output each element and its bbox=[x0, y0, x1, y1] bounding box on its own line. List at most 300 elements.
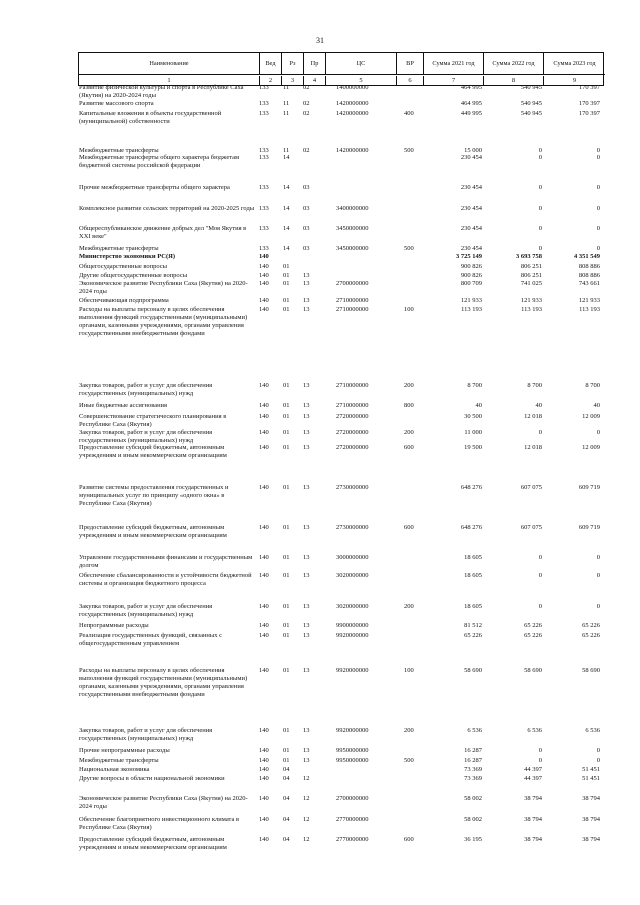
cell-s2023: 0 bbox=[596, 757, 600, 764]
cell-cs: 1400000000 bbox=[336, 84, 369, 91]
cell-s2022: 0 bbox=[538, 429, 542, 436]
cell-s2022: 607 075 bbox=[520, 484, 542, 491]
cell-ved: 133 bbox=[259, 100, 269, 107]
cell-vr: 500 bbox=[404, 245, 414, 252]
cell-s2022: 40 bbox=[535, 402, 542, 409]
cell-s2021: 36 195 bbox=[464, 836, 482, 843]
cell-rz: 14 bbox=[283, 154, 290, 161]
cell-ved: 133 bbox=[259, 245, 269, 252]
cell-ved: 140 bbox=[259, 402, 269, 409]
cell-rz: 01 bbox=[283, 727, 290, 734]
cell-rz: 11 bbox=[283, 100, 290, 107]
row-name: Экономическое развитие Республики Саха (Якутия) на 2020-2024 годы bbox=[79, 795, 248, 810]
row-name: Закупка товаров, работ и услуг для обеспечения государственных (муниципальных) нужд bbox=[79, 727, 213, 742]
cell-ved: 140 bbox=[259, 297, 269, 304]
cell-cs: 3000000000 bbox=[336, 554, 369, 561]
cell-rz: 04 bbox=[283, 766, 290, 773]
cell-ved: 140 bbox=[259, 727, 269, 734]
cell-s2023: 0 bbox=[596, 245, 600, 252]
cell-s2023: 0 bbox=[596, 603, 600, 610]
cell-cs: 2720000000 bbox=[336, 413, 369, 420]
cell-ved: 140 bbox=[259, 766, 269, 773]
cell-rz: 01 bbox=[283, 263, 290, 270]
cell-ved: 140 bbox=[259, 836, 269, 843]
cell-s2021: 648 276 bbox=[460, 524, 482, 531]
cell-pr: 13 bbox=[303, 272, 310, 279]
cell-pr: 13 bbox=[303, 444, 310, 451]
cell-cs: 2710000000 bbox=[336, 297, 369, 304]
cell-s2022: 607 075 bbox=[520, 524, 542, 531]
cell-s2023: 8 700 bbox=[585, 382, 600, 389]
col-header-cs: ЦС bbox=[326, 53, 397, 75]
cell-s2021: 19 500 bbox=[464, 444, 482, 451]
page-number: 31 bbox=[316, 36, 324, 45]
cell-s2022: 12 018 bbox=[524, 413, 542, 420]
cell-pr: 02 bbox=[303, 84, 310, 91]
row-name: Расходы на выплаты персоналу в целях обеспечения выполнения функций государственными (муниципальными) органами, казенными учреждениями, органами управления государственными внебюджетными фондами bbox=[79, 667, 248, 698]
cell-s2021: 800 709 bbox=[460, 280, 482, 287]
row-name: Реализация государственных функций, связанных с общегосударственным управлением bbox=[79, 632, 223, 647]
cell-s2023: 121 933 bbox=[578, 297, 600, 304]
cell-ved: 140 bbox=[259, 524, 269, 531]
cell-rz: 04 bbox=[283, 816, 290, 823]
cell-pr: 13 bbox=[303, 554, 310, 561]
row-name: Общереспубликанское движение добрых дел "Моя Якутия в XXI веке" bbox=[79, 225, 247, 240]
col-header-ved: Вед bbox=[260, 53, 282, 75]
cell-s2022: 38 794 bbox=[524, 795, 542, 802]
cell-s2023: 0 bbox=[596, 225, 600, 232]
cell-cs: 3020000000 bbox=[336, 603, 369, 610]
cell-s2022: 540 945 bbox=[520, 110, 542, 117]
row-name: Развитие физической культуры и спорта в Республике Саха (Якутия) на 2020-2024 годы bbox=[79, 84, 244, 99]
cell-rz: 01 bbox=[283, 632, 290, 639]
cell-s2022: 0 bbox=[538, 184, 542, 191]
cell-rz: 01 bbox=[283, 444, 290, 451]
row-name: Закупка товаров, работ и услуг для обеспечения государственных (муниципальных) нужд bbox=[79, 603, 213, 618]
cell-s2021: 230 454 bbox=[460, 205, 482, 212]
cell-s2021: 30 500 bbox=[464, 413, 482, 420]
cell-s2022: 65 226 bbox=[524, 632, 542, 639]
cell-rz: 01 bbox=[283, 429, 290, 436]
cell-s2022: 38 794 bbox=[524, 816, 542, 823]
cell-pr: 13 bbox=[303, 402, 310, 409]
cell-s2022: 0 bbox=[538, 225, 542, 232]
cell-s2022: 540 945 bbox=[520, 100, 542, 107]
cell-s2022: 806 251 bbox=[520, 263, 542, 270]
cell-s2023: 170 397 bbox=[578, 84, 600, 91]
cell-cs: 1420000000 bbox=[336, 100, 369, 107]
cell-vr: 600 bbox=[404, 524, 414, 531]
cell-s2023: 170 397 bbox=[578, 100, 600, 107]
cell-s2023: 0 bbox=[596, 205, 600, 212]
cell-s2021: 464 995 bbox=[460, 84, 482, 91]
cell-rz: 01 bbox=[283, 306, 290, 313]
row-name: Предоставление субсидий бюджетным, автономным учреждениям и иным некоммерческим организациям bbox=[79, 444, 227, 459]
row-name: Обеспечение сбалансированности и устойчивости бюджетной системы и организация бюджетного процесса bbox=[79, 572, 252, 587]
cell-s2023: 113 193 bbox=[579, 306, 600, 313]
cell-s2023: 170 397 bbox=[578, 110, 600, 117]
cell-ved: 140 bbox=[259, 667, 269, 674]
cell-rz: 01 bbox=[283, 622, 290, 629]
cell-s2023: 609 719 bbox=[578, 524, 600, 531]
cell-cs: 1420000000 bbox=[336, 147, 369, 154]
cell-s2023: 51 451 bbox=[582, 766, 600, 773]
cell-pr: 13 bbox=[303, 484, 310, 491]
cell-rz: 01 bbox=[283, 667, 290, 674]
row-name: Расходы на выплаты персоналу в целях обеспечения выполнения функций государственными (муниципальными) органами, казенными учреждениями, органами управления государственными внебюджетными фондами bbox=[79, 306, 248, 337]
cell-cs: 2700000000 bbox=[336, 795, 369, 802]
cell-ved: 133 bbox=[259, 84, 269, 91]
cell-ved: 140 bbox=[259, 816, 269, 823]
cell-pr: 13 bbox=[303, 280, 310, 287]
cell-cs: 9950000000 bbox=[336, 757, 369, 764]
cell-ved: 140 bbox=[259, 444, 269, 451]
cell-rz: 01 bbox=[283, 524, 290, 531]
row-name: Закупка товаров, работ и услуг для обеспечения государственных (муниципальных) нужд bbox=[79, 382, 213, 397]
cell-s2021: 648 276 bbox=[460, 484, 482, 491]
cell-s2023: 0 bbox=[596, 572, 600, 579]
row-name: Непрограммные расходы bbox=[79, 622, 149, 629]
cell-cs: 3450000000 bbox=[336, 225, 369, 232]
row-name: Прочие непрограммные расходы bbox=[79, 747, 170, 754]
cell-s2023: 58 690 bbox=[582, 667, 600, 674]
cell-s2022: 44 397 bbox=[524, 775, 542, 782]
row-name: Межбюджетные трансферты bbox=[79, 147, 159, 154]
cell-vr: 200 bbox=[404, 603, 414, 610]
cell-rz: 01 bbox=[283, 280, 290, 287]
cell-pr: 13 bbox=[303, 603, 310, 610]
cell-vr: 200 bbox=[404, 727, 414, 734]
cell-cs: 9900000000 bbox=[336, 622, 369, 629]
cell-vr: 100 bbox=[404, 667, 414, 674]
cell-ved: 140 bbox=[259, 603, 269, 610]
cell-s2021: 18 605 bbox=[464, 572, 482, 579]
cell-cs: 3400000000 bbox=[336, 205, 369, 212]
cell-pr: 13 bbox=[303, 306, 310, 313]
cell-ved: 140 bbox=[259, 253, 269, 260]
cell-vr: 200 bbox=[404, 429, 414, 436]
cell-s2021: 449 995 bbox=[460, 110, 482, 117]
cell-s2021: 40 bbox=[475, 402, 482, 409]
cell-s2022: 0 bbox=[538, 154, 542, 161]
cell-cs: 2720000000 bbox=[336, 429, 369, 436]
cell-s2023: 0 bbox=[596, 147, 600, 154]
row-name: Совершенствование стратегического планирования в Республике Саха (Якутия) bbox=[79, 413, 227, 428]
cell-rz: 11 bbox=[283, 110, 290, 117]
cell-ved: 133 bbox=[259, 184, 269, 191]
row-name: Управление государственными финансами и государственным долгом bbox=[79, 554, 253, 569]
cell-rz: 01 bbox=[283, 484, 290, 491]
col-header-sum-2022: Сумма 2022 год bbox=[484, 53, 544, 75]
cell-s2021: 81 512 bbox=[464, 622, 482, 629]
row-name: Другие общегосударственные вопросы bbox=[79, 272, 188, 279]
cell-s2021: 58 690 bbox=[464, 667, 482, 674]
cell-rz: 01 bbox=[283, 382, 290, 389]
row-name: Прочие межбюджетные трансферты общего характера bbox=[79, 184, 230, 191]
cell-s2021: 18 605 bbox=[464, 554, 482, 561]
cell-rz: 01 bbox=[283, 297, 290, 304]
row-name: Иные бюджетные ассигнования bbox=[79, 402, 168, 409]
cell-s2021: 3 725 149 bbox=[456, 253, 482, 260]
cell-rz: 01 bbox=[283, 747, 290, 754]
cell-pr: 13 bbox=[303, 413, 310, 420]
cell-ved: 140 bbox=[259, 795, 269, 802]
cell-rz: 14 bbox=[283, 225, 290, 232]
row-name: Национальная экономика bbox=[79, 766, 150, 773]
cell-s2023: 808 886 bbox=[578, 263, 600, 270]
cell-s2021: 16 287 bbox=[464, 747, 482, 754]
cell-s2022: 113 193 bbox=[521, 306, 542, 313]
cell-s2021: 900 826 bbox=[460, 272, 482, 279]
col-number: 6 bbox=[397, 76, 424, 86]
cell-pr: 03 bbox=[303, 184, 310, 191]
cell-ved: 133 bbox=[259, 147, 269, 154]
col-header-rz: Рз bbox=[282, 53, 304, 75]
cell-cs: 2730000000 bbox=[336, 524, 369, 531]
cell-s2023: 38 794 bbox=[582, 816, 600, 823]
cell-pr: 03 bbox=[303, 245, 310, 252]
cell-cs: 1420000000 bbox=[336, 110, 369, 117]
cell-ved: 133 bbox=[259, 110, 269, 117]
cell-ved: 140 bbox=[259, 429, 269, 436]
cell-pr: 02 bbox=[303, 147, 310, 154]
cell-vr: 100 bbox=[404, 306, 414, 313]
cell-ved: 140 bbox=[259, 263, 269, 270]
cell-s2022: 12 018 bbox=[524, 444, 542, 451]
cell-s2022: 741 025 bbox=[520, 280, 542, 287]
cell-rz: 14 bbox=[283, 205, 290, 212]
col-header-sum-2023: Сумма 2023 год bbox=[544, 53, 605, 75]
cell-rz: 01 bbox=[283, 603, 290, 610]
cell-cs: 2700000000 bbox=[336, 280, 369, 287]
row-name: Межбюджетные трансферты bbox=[79, 245, 159, 252]
cell-s2023: 40 bbox=[593, 402, 600, 409]
cell-s2021: 73 369 bbox=[464, 775, 482, 782]
cell-pr: 13 bbox=[303, 622, 310, 629]
cell-s2022: 8 700 bbox=[527, 382, 542, 389]
cell-s2021: 6 536 bbox=[467, 727, 482, 734]
cell-pr: 13 bbox=[303, 667, 310, 674]
cell-rz: 04 bbox=[283, 795, 290, 802]
col-number: 5 bbox=[326, 76, 397, 86]
cell-ved: 133 bbox=[259, 205, 269, 212]
cell-s2023: 38 794 bbox=[582, 795, 600, 802]
cell-pr: 13 bbox=[303, 727, 310, 734]
cell-rz: 14 bbox=[283, 184, 290, 191]
cell-vr: 500 bbox=[404, 757, 414, 764]
col-number: 3 bbox=[282, 76, 304, 86]
cell-ved: 140 bbox=[259, 572, 269, 579]
row-name: Межбюджетные трансферты общего характера бюджетам бюджетной системы российской федерации bbox=[79, 154, 240, 169]
cell-s2021: 58 002 bbox=[464, 816, 482, 823]
cell-ved: 140 bbox=[259, 382, 269, 389]
cell-ved: 140 bbox=[259, 747, 269, 754]
cell-s2023: 743 661 bbox=[578, 280, 600, 287]
cell-s2022: 0 bbox=[538, 747, 542, 754]
col-header-name: Наименование bbox=[79, 53, 260, 75]
cell-cs: 2710000000 bbox=[336, 402, 369, 409]
cell-s2021: 230 454 bbox=[460, 154, 482, 161]
cell-rz: 01 bbox=[283, 757, 290, 764]
cell-vr: 800 bbox=[404, 402, 414, 409]
row-name: Предоставление субсидий бюджетным, автономным учреждениям и иным некоммерческим организациям bbox=[79, 524, 227, 539]
cell-s2021: 15 000 bbox=[464, 147, 482, 154]
cell-ved: 140 bbox=[259, 272, 269, 279]
cell-s2021: 113 193 bbox=[461, 306, 482, 313]
row-name: Развитие системы предоставления государственных и муниципальных услуг по принципу «одного окна» в Республике Саха (Якутия) bbox=[79, 484, 229, 507]
cell-vr: 400 bbox=[404, 110, 414, 117]
cell-s2023: 12 009 bbox=[582, 413, 600, 420]
cell-cs: 9950000000 bbox=[336, 747, 369, 754]
cell-s2023: 4 351 549 bbox=[574, 253, 600, 260]
cell-ved: 140 bbox=[259, 306, 269, 313]
cell-pr: 13 bbox=[303, 572, 310, 579]
cell-pr: 13 bbox=[303, 747, 310, 754]
col-number: 1 bbox=[79, 76, 260, 86]
cell-s2023: 38 794 bbox=[582, 836, 600, 843]
cell-s2023: 65 226 bbox=[582, 632, 600, 639]
col-number: 2 bbox=[260, 76, 282, 86]
cell-s2022: 0 bbox=[538, 757, 542, 764]
cell-s2022: 121 933 bbox=[520, 297, 542, 304]
cell-s2023: 0 bbox=[596, 429, 600, 436]
row-name: Общегосударственные вопросы bbox=[79, 263, 168, 270]
cell-pr: 13 bbox=[303, 382, 310, 389]
cell-ved: 140 bbox=[259, 775, 269, 782]
cell-s2021: 121 933 bbox=[460, 297, 482, 304]
cell-s2022: 6 536 bbox=[527, 727, 542, 734]
cell-cs: 2770000000 bbox=[336, 816, 369, 823]
cell-rz: 01 bbox=[283, 402, 290, 409]
cell-s2021: 8 700 bbox=[467, 382, 482, 389]
row-name: Межбюджетные трансферты bbox=[79, 757, 159, 764]
cell-cs: 9920000000 bbox=[336, 727, 369, 734]
cell-ved: 140 bbox=[259, 622, 269, 629]
cell-rz: 01 bbox=[283, 554, 290, 561]
cell-s2021: 900 826 bbox=[460, 263, 482, 270]
cell-rz: 11 bbox=[283, 84, 290, 91]
cell-s2022: 58 690 bbox=[524, 667, 542, 674]
cell-rz: 04 bbox=[283, 836, 290, 843]
col-header-sum-2021: Сумма 2021 год bbox=[424, 53, 484, 75]
row-name: Министерство экономики РС(Я) bbox=[79, 253, 176, 260]
cell-ved: 140 bbox=[259, 280, 269, 287]
cell-s2022: 0 bbox=[538, 554, 542, 561]
cell-ved: 140 bbox=[259, 757, 269, 764]
cell-s2022: 0 bbox=[538, 245, 542, 252]
cell-vr: 500 bbox=[404, 147, 414, 154]
row-name: Капитальные вложения в объекты государственной (муниципальной) собственности bbox=[79, 110, 222, 125]
cell-s2021: 73 369 bbox=[464, 766, 482, 773]
row-name: Обеспечивающая подпрограмма bbox=[79, 297, 169, 304]
cell-pr: 12 bbox=[303, 816, 310, 823]
cell-s2023: 12 009 bbox=[582, 444, 600, 451]
cell-cs: 2710000000 bbox=[336, 306, 369, 313]
col-header-vr: ВР bbox=[397, 53, 424, 75]
cell-cs: 2710000000 bbox=[336, 382, 369, 389]
cell-cs: 2770000000 bbox=[336, 836, 369, 843]
cell-cs: 2730000000 bbox=[336, 484, 369, 491]
row-name: Обеспечение благоприятного инвестиционного климата в Республике Саха (Якутия) bbox=[79, 816, 240, 831]
cell-s2021: 16 287 bbox=[464, 757, 482, 764]
row-name: Комплексное развитие сельских территорий на 2020-2025 годы bbox=[79, 205, 255, 212]
cell-s2023: 0 bbox=[596, 184, 600, 191]
cell-s2023: 808 886 bbox=[578, 272, 600, 279]
cell-cs: 3020000000 bbox=[336, 572, 369, 579]
cell-s2023: 6 536 bbox=[585, 727, 600, 734]
cell-pr: 12 bbox=[303, 795, 310, 802]
col-number: 9 bbox=[572, 77, 577, 84]
cell-s2023: 51 451 bbox=[582, 775, 600, 782]
cell-s2022: 65 226 bbox=[524, 622, 542, 629]
row-name: Другие вопросы в области национальной экономики bbox=[79, 775, 225, 782]
cell-s2022: 540 945 bbox=[520, 84, 542, 91]
cell-s2023: 0 bbox=[596, 554, 600, 561]
cell-pr: 03 bbox=[303, 225, 310, 232]
row-name: Развитие массового спорта bbox=[79, 100, 154, 107]
cell-ved: 133 bbox=[259, 154, 269, 161]
cell-s2021: 58 002 bbox=[464, 795, 482, 802]
cell-cs: 3450000000 bbox=[336, 245, 369, 252]
col-number: 8 bbox=[484, 76, 544, 86]
cell-rz: 01 bbox=[283, 272, 290, 279]
col-number: 4 bbox=[304, 76, 326, 86]
cell-s2021: 18 605 bbox=[464, 603, 482, 610]
cell-s2023: 609 719 bbox=[578, 484, 600, 491]
row-name: Экономическое развитие Республики Саха (Якутия) на 2020-2024 годы bbox=[79, 280, 248, 295]
cell-pr: 13 bbox=[303, 757, 310, 764]
cell-s2023: 0 bbox=[596, 154, 600, 161]
cell-ved: 133 bbox=[259, 225, 269, 232]
col-number: 7 bbox=[424, 76, 484, 86]
cell-pr: 02 bbox=[303, 100, 310, 107]
cell-pr: 13 bbox=[303, 524, 310, 531]
cell-cs: 9920000000 bbox=[336, 632, 369, 639]
cell-s2022: 0 bbox=[538, 205, 542, 212]
row-name: Закупка товаров, работ и услуг для обеспечения государственных (муниципальных) нужд bbox=[79, 429, 213, 444]
cell-ved: 140 bbox=[259, 484, 269, 491]
cell-rz: 04 bbox=[283, 775, 290, 782]
cell-pr: 13 bbox=[303, 632, 310, 639]
cell-pr: 02 bbox=[303, 110, 310, 117]
cell-rz: 01 bbox=[283, 413, 290, 420]
row-name: Предоставление субсидий бюджетным, автономным учреждениям и иным некоммерческим организациям bbox=[79, 836, 227, 851]
cell-vr: 600 bbox=[404, 836, 414, 843]
cell-s2021: 11 000 bbox=[464, 429, 482, 436]
cell-cs: 2720000000 bbox=[336, 444, 369, 451]
cell-s2021: 65 226 bbox=[464, 632, 482, 639]
cell-s2022: 44 397 bbox=[524, 766, 542, 773]
cell-cs: 9920000000 bbox=[336, 667, 369, 674]
cell-ved: 140 bbox=[259, 413, 269, 420]
cell-s2021: 230 454 bbox=[460, 184, 482, 191]
cell-vr: 600 bbox=[404, 444, 414, 451]
cell-pr: 03 bbox=[303, 205, 310, 212]
cell-pr: 13 bbox=[303, 297, 310, 304]
cell-ved: 140 bbox=[259, 632, 269, 639]
cell-s2023: 65 226 bbox=[582, 622, 600, 629]
cell-s2022: 3 693 758 bbox=[516, 253, 542, 260]
cell-rz: 01 bbox=[283, 572, 290, 579]
cell-s2022: 38 794 bbox=[524, 836, 542, 843]
cell-pr: 13 bbox=[303, 429, 310, 436]
cell-pr: 12 bbox=[303, 775, 310, 782]
cell-ved: 140 bbox=[259, 554, 269, 561]
cell-pr: 12 bbox=[303, 836, 310, 843]
cell-s2021: 230 454 bbox=[460, 245, 482, 252]
cell-rz: 14 bbox=[283, 245, 290, 252]
cell-vr: 200 bbox=[404, 382, 414, 389]
